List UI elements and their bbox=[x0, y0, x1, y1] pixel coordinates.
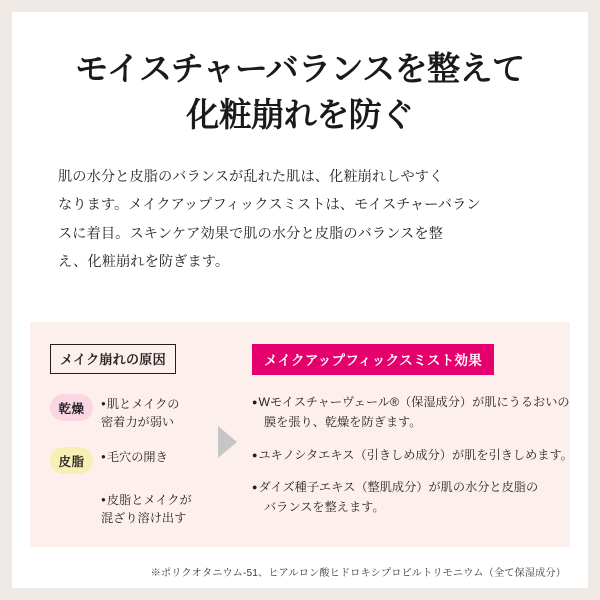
page-title-line-2: 化粧崩れを防ぐ bbox=[186, 95, 414, 133]
page-title-line-1: モイスチャーバランスを整えて bbox=[75, 50, 525, 87]
page-title bbox=[12, 46, 588, 137]
effects-heading: メイクアップフィックスミスト効果 bbox=[252, 344, 494, 375]
list-item bbox=[50, 490, 210, 527]
cause-badge-empty bbox=[50, 490, 93, 517]
lead-line-4: え、化粧崩れを防ぎます。 bbox=[58, 254, 230, 271]
comparison-panel bbox=[30, 322, 573, 547]
list-item bbox=[50, 394, 210, 431]
effect-line-1: ● ダイズ種子エキス（整肌成分）が肌の水分と皮脂の bbox=[252, 478, 552, 498]
cause-text bbox=[101, 394, 179, 431]
document-page bbox=[12, 12, 588, 588]
right-arrow-icon bbox=[218, 426, 237, 458]
causes-column bbox=[50, 344, 210, 543]
effect-line-2: 膜を張り、乾燥を防ぎます。 bbox=[264, 414, 422, 429]
effect-line-1: ● ユキノシタエキス（引きしめ成分）が肌を引きしめます。 bbox=[252, 446, 552, 466]
effects-list bbox=[252, 393, 573, 518]
cause-text-line-2: 混ざり溶け出す bbox=[101, 511, 187, 526]
lead-line-2: なります。メイクアップフィックスミストは、モイスチャーバラン bbox=[58, 197, 481, 214]
causes-heading: メイク崩れの原因 bbox=[50, 344, 176, 374]
effect-line-2: バランスを整えます。 bbox=[264, 500, 385, 515]
lead-line-1: 肌の水分と皮脂のバランスが乱れた肌は、化粧崩れしやすく bbox=[58, 169, 444, 186]
causes-list bbox=[50, 394, 210, 527]
list-item bbox=[252, 478, 552, 518]
list-item bbox=[50, 447, 210, 474]
effects-column bbox=[252, 344, 573, 531]
cause-badge-dryness: 乾燥 bbox=[50, 394, 93, 421]
cause-text-line-1: ● 毛穴の開き bbox=[101, 448, 168, 466]
cause-text-line-1: ● 皮脂とメイクが bbox=[101, 491, 192, 509]
cause-text-line-1: ● 肌とメイクの bbox=[101, 395, 179, 413]
cause-badge-sebum: 皮脂 bbox=[50, 447, 93, 474]
footnote: ※ポリクオタニウム-51、ヒアルロン酸ヒドロキシプロピルトリモニウム（全て保湿成分） bbox=[150, 568, 566, 579]
lead-line-3: スに着目。スキンケア効果で肌の水分と皮脂のバランスを整 bbox=[58, 225, 443, 242]
cause-text bbox=[101, 490, 192, 527]
list-item bbox=[252, 446, 573, 466]
cause-text-line-2: 密着力が弱い bbox=[101, 415, 175, 430]
effect-line-1: ● Wモイスチャーヴェール®（保湿成分）が肌にうるおいの bbox=[252, 393, 552, 413]
lead-paragraph bbox=[58, 163, 542, 277]
cause-text bbox=[101, 447, 168, 466]
list-item bbox=[252, 393, 570, 433]
